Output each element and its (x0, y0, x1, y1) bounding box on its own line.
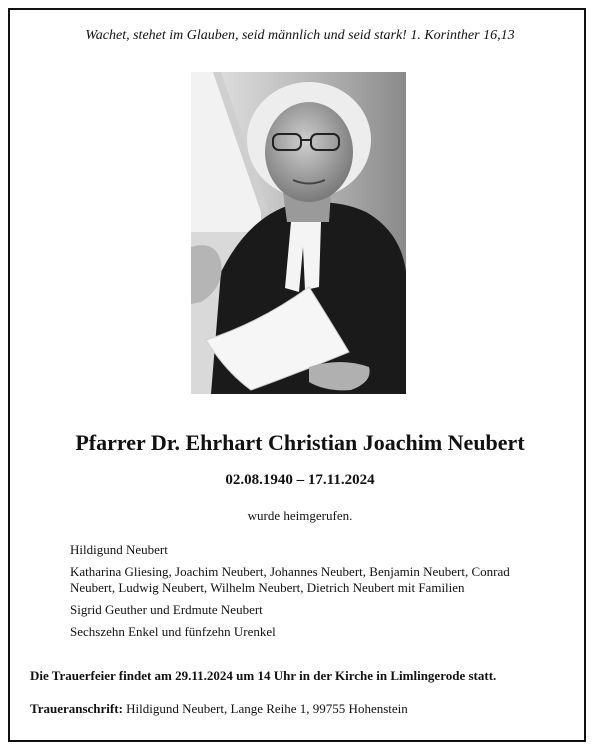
mourner-line: Sigrid Geuther und Erdmute Neubert (70, 602, 263, 617)
portrait-illustration (191, 72, 406, 394)
called-home-text: wurde heimgerufen. (247, 508, 353, 523)
mourner-line: Hildigund Neubert (70, 542, 168, 557)
mourning-address (30, 701, 408, 717)
life-dates: 02.08.1940 – 17.11.2024 (225, 472, 375, 488)
address-label: Traueranschrift: (30, 701, 123, 716)
deceased-name: Pfarrer Dr. Ehrhart Christian Joachim Neubert (75, 430, 525, 455)
address-name: Hildigund Neubert (126, 701, 224, 716)
funeral-service-info: Die Trauerfeier findet am 29.11.2024 um 14 Uhr in der Kirche in Limlingerode statt. (30, 668, 497, 683)
mourner-line: Sechszehn Enkel und fünfzehn Urenkel (70, 624, 276, 639)
mourners-list (70, 542, 550, 646)
portrait-photo (191, 72, 406, 394)
address-rest: , Lange Reihe 1, 99755 Hohenstein (224, 701, 408, 716)
mourner-line: Katharina Gliesing, Joachim Neubert, Johannes Neubert, Benjamin Neubert, Conrad Neubert, Ludwig Neubert, Wilhelm Neubert, Dietrich Neubert mit Familien (70, 564, 510, 595)
bible-quote: Wachet, stehet im Glauben, seid männlich und seid stark! 1. Korinther 16,13 (85, 28, 515, 43)
